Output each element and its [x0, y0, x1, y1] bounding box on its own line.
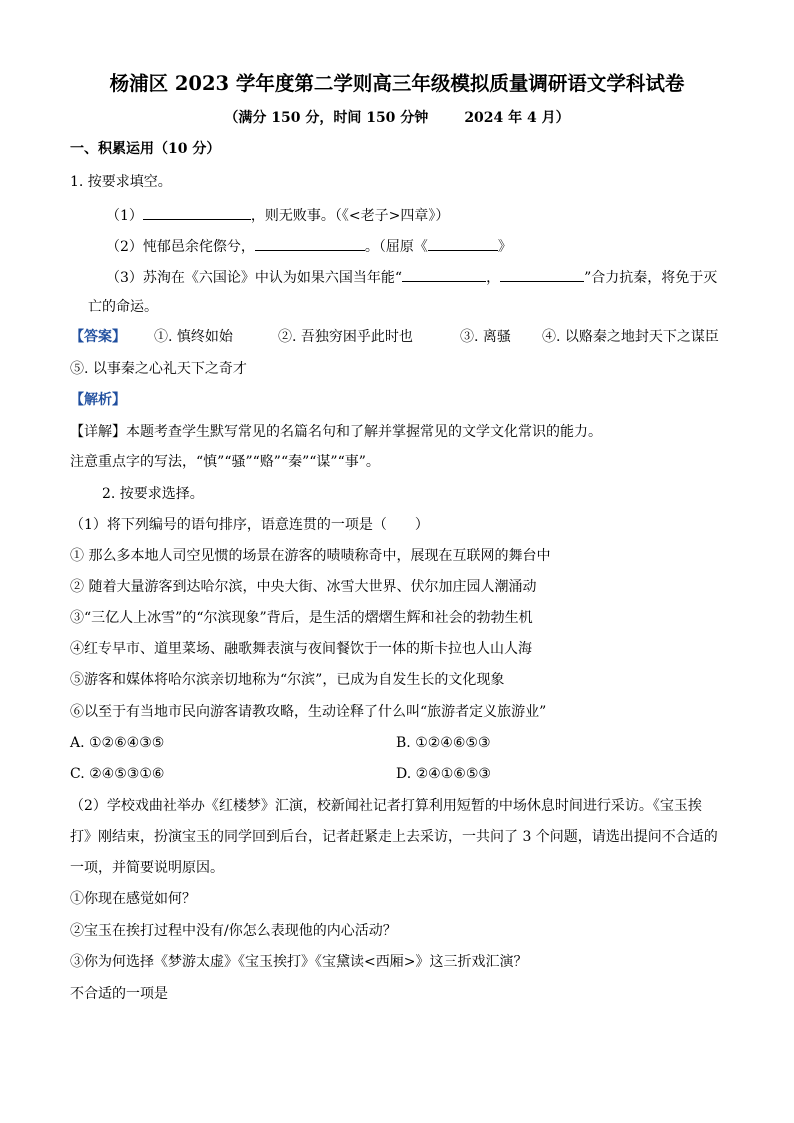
q2-stem: 2. 按要求选择。	[102, 486, 204, 502]
q2-sub1: （1）将下列编号的语句排序，语意连贯的一项是（ ）	[70, 517, 429, 533]
fill-blank[interactable]	[402, 267, 486, 282]
q2-sub2-line-2: 打》刚结束，扮演宝玉的同学回到后台，记者赶紧走上去采访，一共问了 3 个问题，请选出提问不合适的	[70, 829, 718, 845]
option-b[interactable]: B. ①②④⑥⑤③	[396, 735, 491, 751]
sentence-4: ④红专早市、道里菜场、融歌舞表演与夜间餐饮于一体的斯卡拉也人山人海	[70, 641, 532, 657]
analysis-line-2: 注意重点字的写法，“慎”“骚”“赂”“秦”“谋”“事”。	[70, 454, 380, 470]
sentence-6: ⑥以至于有当地市民向游客请教攻略，生动诠释了什么叫“旅游者定义旅游业”	[70, 704, 547, 720]
sentence-5: ⑤游客和媒体将哈尔滨亲切地称为“尔滨”，已成为自发生长的文化现象	[70, 672, 505, 688]
q1-stem: 1. 按要求填空。	[70, 174, 172, 190]
answer-4: ④. 以赂秦之地封天下之谋臣	[542, 329, 719, 345]
answer-prompt: 不合适的一项是	[70, 986, 168, 1002]
interview-question-2: ②宝玉在挨打过程中没有/你怎么表现他的内心活动？	[70, 923, 397, 939]
q1-item3-line2: 亡的命运。	[88, 299, 158, 315]
analysis-label: 【解析】	[70, 392, 126, 408]
subtitle-date: 2024 年 4 月）	[464, 110, 570, 126]
option-c[interactable]: C. ②④⑤③①⑥	[70, 766, 165, 782]
fill-blank[interactable]	[500, 267, 584, 282]
option-d[interactable]: D. ②④①⑥⑤③	[396, 766, 491, 782]
fill-blank[interactable]	[255, 236, 365, 251]
q2-sub2-line-1: （2）学校戏曲社举办《红楼梦》汇演，校新闻社记者打算利用短暂的中场休息时间进行采访。《宝玉挨	[70, 798, 702, 814]
q1-item1: （1） ，则无败事。（《<老子>四章》）	[106, 205, 449, 225]
answer-1: ①. 慎终如始	[154, 329, 233, 345]
answer-label: 【答案】	[70, 329, 126, 345]
sentence-2: ② 随着大量游客到达哈尔滨，中央大街、冰雪大世界、伏尔加庄园人潮涌动	[70, 579, 537, 595]
interview-question-3: ③你为何选择《梦游太虚》《宝玉挨打》《宝黛读<西厢>》这三折戏汇演？	[70, 954, 528, 970]
q1-item3-line1: （3）苏洵在《六国论》中认为如果六国当年能“ ， ”合力抗秦，将免于灭	[106, 267, 717, 287]
subtitle-score-time: （满分 150 分，时间 150 分钟	[224, 110, 429, 126]
fill-blank[interactable]	[428, 236, 498, 251]
q2-sub2-line-3: 一项，并简要说明原因。	[70, 860, 224, 876]
answer-3: ③. 离骚	[460, 329, 511, 345]
exam-title: 杨浦区 2023 学年度第二学则高三年级模拟质量调研语文学科试卷	[109, 72, 685, 95]
sentence-3: ③“三亿人上冰雪”的“尔滨现象”背后，是生活的熠熠生辉和社会的勃勃生机	[70, 610, 533, 626]
section-heading: 一、积累运用（10 分）	[70, 141, 221, 157]
answer-5: ⑤. 以事秦之心礼天下之奇才	[70, 361, 247, 377]
exam-subtitle	[0, 107, 794, 127]
interview-question-1: ①你现在感觉如何？	[70, 891, 196, 907]
analysis-line-1: 【详解】本题考查学生默写常见的名篇名句和了解并掌握常见的文学文化常识的能力。	[70, 424, 602, 440]
answer-2: ②. 吾独穷困乎此时也	[278, 329, 413, 345]
option-a[interactable]: A. ①②⑥④③⑤	[70, 735, 165, 751]
sentence-1: ① 那么多本地人司空见惯的场景在游客的啧啧称奇中，展现在互联网的舞台中	[70, 548, 551, 564]
answer-row-1	[70, 328, 719, 346]
q1-item2: （2）忳郁邑余侘傺兮， 。（屈原《 》	[106, 236, 512, 256]
fill-blank[interactable]	[143, 205, 251, 220]
